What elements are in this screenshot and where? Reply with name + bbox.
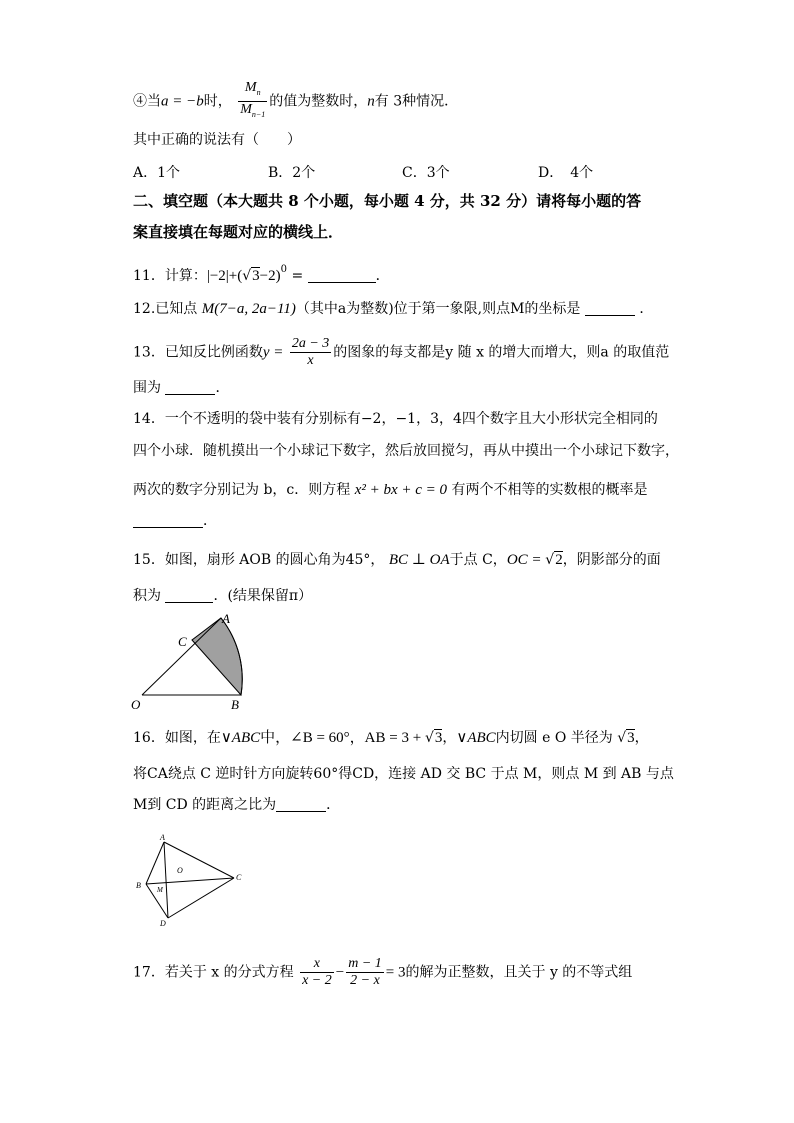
label-m: M — [157, 886, 163, 894]
option-b: B．2个 — [268, 165, 316, 181]
question-11: 11．计算：$|-2|+(√3-2)^0$ = ． — [133, 264, 390, 284]
answer-blank-12[interactable] — [585, 301, 635, 316]
item4-line: ④当a = −b时， $\frac{M_n}{M_{n-1}}$ 的值为整数时，n有 3种情况． — [133, 80, 458, 123]
answer-blank-13[interactable] — [165, 380, 215, 395]
question-14-line1: 14．一个不透明的袋中装有分别标有−2，−1，3，4四个数字且大小形状完全相同的 — [133, 411, 658, 427]
question-14-line2: 四个小球．随机摸出一个小球记下数字，然后放回搅匀，再从中摸出一个小球记下数字， — [133, 443, 679, 459]
label-c: C — [236, 873, 242, 882]
question-14-line4: ． — [133, 512, 217, 530]
label-b: B — [136, 881, 141, 890]
label-o: O — [131, 697, 141, 712]
fraction-2: $\frac{m - 1}{2 - x}$ — [348, 956, 382, 988]
question-14-line3: 两次的数字分别记为 b，c．则方程 x² + bx + c = 0 有两个不相等的实数根的概率是 — [133, 482, 648, 498]
answer-blank-11[interactable] — [308, 268, 376, 283]
question-16-line2: 将CA绕点 C 逆时针方向旋转60°得CD，连接 AD 交 BC 于点 M，则点 M 到 AB 与点 — [133, 766, 674, 782]
question-16-line1: 16．如图，在∨ABC中，∠B = 60°，AB = 3 + √3，∨ABC内切圆 e O 半径为 √3， — [133, 730, 649, 746]
ratio-fraction: $\frac{M_n}{M_{n-1}}$ — [240, 80, 266, 119]
question-stem: 其中正确的说法有（ ） — [133, 132, 301, 148]
section2-heading-line1: 二、填空题（本大题共 8 个小题，每小题 4 分，共 32 分）请将每小题的答 — [133, 192, 642, 210]
answer-blank-14[interactable] — [133, 513, 203, 528]
answer-blank-16[interactable] — [276, 797, 326, 812]
label-o: O — [177, 866, 183, 875]
label-b: B — [231, 697, 239, 712]
sector-figure — [125, 608, 255, 714]
label-d: D — [160, 919, 166, 928]
triangle-figure — [130, 830, 250, 930]
question-13: 13．已知反比例函数y = $\frac{2a - 3}{x}$ 的图象的每支都是y 随 x 的增大而增大，则a 的取值范 — [133, 336, 670, 368]
question-13-line2: 围为 ． — [133, 380, 230, 396]
answer-blank-15[interactable] — [165, 588, 213, 603]
question-15-line1: 15．如图，扇形 AOB 的圆心角为45°， BC ⊥ OA于点 C，OC = √2，阴影部分的面 — [133, 552, 661, 568]
section2-heading-line2: 案直接填在每题对应的横线上． — [133, 223, 344, 241]
option-c: C．3个 — [402, 165, 450, 181]
label-a: A — [222, 611, 230, 626]
question-12: 12.已知点 M(7−a, 2a−11)（其中a为整数)位于第一象限,则点M的坐标是 ． — [133, 301, 654, 317]
question-15-line2: 积为 ．(结果保留π） — [133, 588, 313, 604]
option-d: D． 4个 — [538, 165, 594, 181]
fraction-1: $\frac{x}{x - 2}$ — [302, 956, 332, 988]
question-16-line3: M到 CD 的距离之比为 ． — [133, 797, 341, 813]
label-a: A — [160, 833, 165, 842]
function-fraction: $\frac{2a - 3}{x}$ — [291, 336, 330, 368]
option-a: A．1个 — [133, 165, 181, 181]
question-17: 17．若关于 x 的分式方程 $\frac{x}{x - 2}$ − $\frac{m - 1}{2 - x}$ = 3的解为正整数，且关于 y 的不等式组 — [133, 956, 633, 988]
shaded-region — [192, 618, 242, 695]
label-c: C — [178, 634, 187, 649]
